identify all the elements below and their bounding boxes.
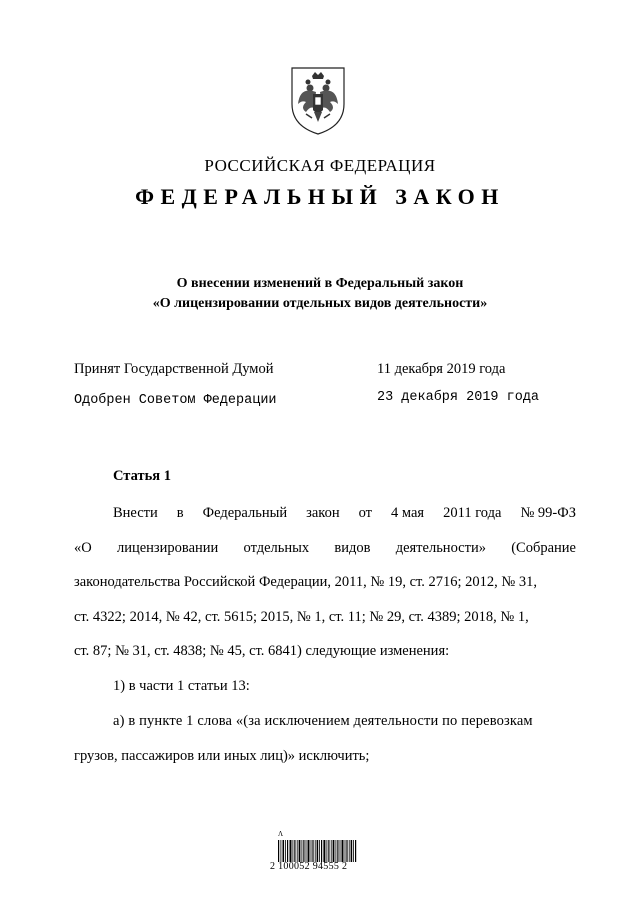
word: видов	[334, 540, 371, 556]
word: от	[358, 505, 373, 521]
council-approval-label: Одобрен Советом Федерации	[74, 393, 277, 408]
duma-adoption-label: Принят Государственной Думой	[74, 361, 274, 377]
item-1a-line-1: а) в пункте 1 слова «(за исключением деятельности по перевозкам	[113, 713, 533, 729]
article-line-5: ст. 87; № 31, ст. 4838; № 45, ст. 6841) следующие изменения:	[74, 643, 450, 659]
word: № 99-ФЗ	[520, 505, 576, 521]
council-approval-date: 23 декабря 2019 года	[377, 390, 540, 405]
item-1a-line-2: грузов, пассажиров или иных лиц)» исключить;	[74, 748, 370, 764]
word: «О	[74, 540, 92, 556]
word: (Собрание	[511, 540, 576, 556]
word: отдельных	[243, 540, 310, 556]
item-1: 1) в части 1 статьи 13:	[113, 678, 250, 694]
word: Федеральный	[202, 505, 288, 521]
law-title-line-2: «О лицензировании отдельных видов деятельности»	[152, 296, 488, 311]
law-title	[0, 274, 640, 314]
word: в	[176, 505, 184, 521]
article-line-2	[74, 540, 576, 557]
article-line-1	[113, 505, 576, 522]
word: закон	[306, 505, 340, 521]
law-type-heading: ФЕДЕРАЛЬНЫЙ ЗАКОН	[135, 184, 505, 209]
duma-adoption-date: 11 декабря 2019 года	[377, 361, 506, 377]
barcode	[270, 826, 370, 886]
word: Внести	[113, 505, 158, 521]
article-line-3: законодательства Российской Федерации, 2011, № 19, ст. 2716; 2012, № 31,	[74, 574, 538, 590]
word: 4 мая	[391, 505, 425, 521]
law-title-line-1: О внесении изменений в Федеральный закон	[176, 276, 464, 291]
word: лицензировании	[116, 540, 219, 556]
coat-of-arms-emblem	[286, 64, 350, 136]
country-name: РОССИЙСКАЯ ФЕДЕРАЦИЯ	[204, 156, 436, 175]
article-heading: Статья 1	[113, 468, 171, 484]
word: деятельности»	[395, 540, 486, 556]
svg-text:Ʌ: Ʌ	[278, 830, 284, 838]
article-line-4: ст. 4322; 2014, № 42, ст. 5615; 2015, № 1, ст. 11; № 29, ст. 4389; 2018, № 1,	[74, 609, 529, 625]
barcode-number: 2 100052 94555 2	[270, 861, 348, 872]
word: 2011 года	[443, 505, 502, 521]
